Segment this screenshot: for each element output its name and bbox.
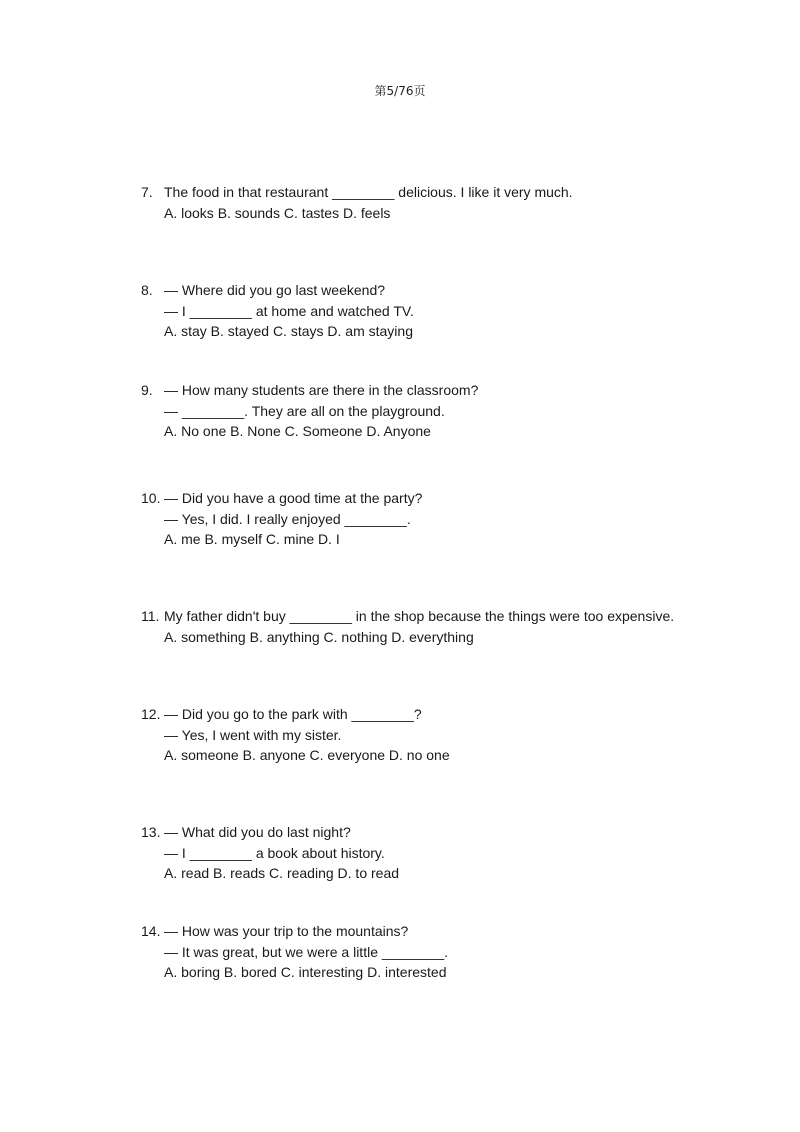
question-options: A. something B. anything C. nothing D. everything	[164, 628, 474, 645]
question-dialog-line: — I ________ a book about history.	[164, 844, 385, 861]
question-options: A. me B. myself C. mine D. I	[164, 531, 340, 547]
question-8	[141, 280, 701, 342]
question-stem-line	[141, 380, 701, 401]
question-number: 8.	[141, 282, 153, 298]
question-stem: — How many students are there in the classroom?	[164, 382, 479, 398]
question-stem: — Did you have a good time at the party?	[164, 490, 423, 506]
question-stem: — Did you go to the park with ________?	[164, 706, 422, 722]
question-10	[141, 488, 701, 550]
question-stem-line	[141, 488, 701, 509]
question-stem: My father didn't buy ________ in the shop because the things were too expensive.	[164, 608, 675, 624]
question-number: 11.	[141, 608, 160, 624]
question-options: A. boring B. bored C. interesting D. interested	[164, 964, 447, 980]
question-14	[141, 921, 701, 983]
page-indicator: 第5/76页	[374, 84, 426, 98]
question-dialog-line: — Yes, I did. I really enjoyed ________.	[164, 510, 411, 527]
question-options: A. someone B. anyone C. everyone D. no one	[164, 747, 450, 763]
question-stem: The food in that restaurant ________ delicious. I like it very much.	[164, 184, 573, 200]
question-dialog-line: — Yes, I went with my sister.	[164, 726, 342, 743]
question-number: 13.	[141, 824, 161, 840]
question-stem: — Where did you go last weekend?	[164, 282, 386, 298]
question-number: 9.	[141, 382, 153, 398]
question-stem-line	[141, 280, 701, 301]
question-stem: — What did you do last night?	[164, 824, 351, 840]
question-options: A. read B. reads C. reading D. to read	[164, 865, 400, 881]
question-stem-line	[141, 822, 701, 843]
question-stem-line	[141, 704, 701, 725]
question-dialog-line: — It was great, but we were a little ________.	[164, 943, 449, 960]
question-stem-line	[141, 921, 701, 942]
question-stem-line	[141, 182, 701, 203]
question-11	[141, 606, 701, 647]
question-options: A. looks B. sounds C. tastes D. feels	[164, 204, 391, 221]
question-number: 14.	[141, 923, 161, 939]
question-options: A. No one B. None C. Someone D. Anyone	[164, 423, 431, 439]
question-9	[141, 380, 701, 442]
question-12	[141, 704, 701, 766]
question-number: 10.	[141, 490, 161, 506]
question-number: 7.	[141, 184, 153, 200]
question-7	[141, 182, 701, 223]
question-13	[141, 822, 701, 884]
question-stem: — How was your trip to the mountains?	[164, 923, 409, 939]
question-number: 12.	[141, 706, 161, 722]
question-dialog-line: — I ________ at home and watched TV.	[164, 302, 414, 319]
question-dialog-line: — ________. They are all on the playground.	[164, 402, 445, 419]
question-stem-line	[141, 606, 701, 627]
question-options: A. stay B. stayed C. stays D. am staying	[164, 323, 413, 339]
